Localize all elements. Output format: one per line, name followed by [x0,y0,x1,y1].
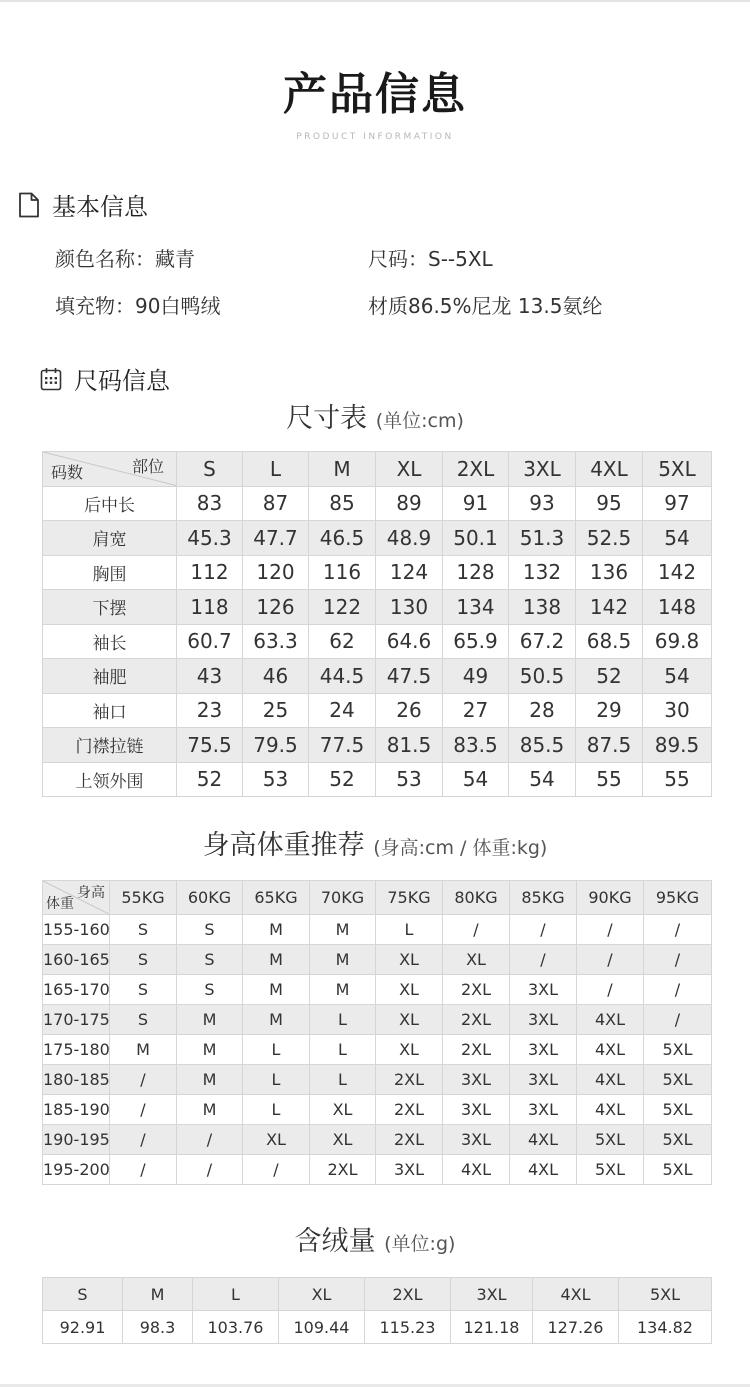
table-row [43,1065,712,1095]
table-cell: XL [243,1125,310,1155]
table-cell: / [644,945,712,975]
table-cell: 87.5 [576,728,643,763]
down-table-unit: (单位:g) [384,1233,456,1255]
table-cell: 54 [509,762,576,797]
table-cell: L [310,1005,376,1035]
table-cell: 4XL [510,1125,577,1155]
calendar-icon [40,367,62,391]
table-cell: 54 [443,762,509,797]
column-header: 60KG [177,881,243,915]
table-cell: 134 [443,590,509,625]
table-cell: 142 [576,590,643,625]
table-cell: 91 [443,486,509,521]
row-label: 185-190 [43,1095,110,1125]
table-cell: / [644,975,712,1005]
table-cell: 3XL [510,1035,577,1065]
table-cell: 2XL [376,1095,443,1125]
table-row [43,624,712,659]
table-cell: S [110,975,177,1005]
column-header: M [123,1278,193,1311]
color-name: 颜色名称：藏青 [55,247,195,271]
table-cell: / [243,1155,310,1185]
row-label: 170-175 [43,1005,110,1035]
table-cell: S [110,915,177,945]
table-cell: 126 [243,590,309,625]
table-cell: M [310,915,376,945]
table-cell: L [376,915,443,945]
table-cell: 109.44 [279,1311,365,1344]
table-cell: 5XL [577,1125,644,1155]
table-row [43,486,712,521]
table-cell: / [577,945,644,975]
table-cell: 65.9 [443,624,509,659]
table-cell: 27 [443,693,509,728]
table-cell: 50.1 [443,521,509,556]
table-cell: 3XL [443,1095,510,1125]
table-cell: 112 [177,555,243,590]
table-cell: 48.9 [376,521,443,556]
table-row [43,1005,712,1035]
table-cell: 5XL [577,1155,644,1185]
table-cell: 93 [509,486,576,521]
table-cell: 122 [309,590,376,625]
table-cell: 130 [376,590,443,625]
table-cell: 2XL [376,1125,443,1155]
table-row [43,555,712,590]
table-cell: 50.5 [509,659,576,694]
table-cell: M [243,915,310,945]
size-table-title: 尺寸表 (单位:cm) [286,403,464,434]
column-header: L [243,452,309,487]
table-cell: 98.3 [123,1311,193,1344]
table-cell: 60.7 [177,624,243,659]
table-cell: M [177,1065,243,1095]
table-cell: / [110,1095,177,1125]
column-header: 2XL [443,452,509,487]
column-header: L [193,1278,279,1311]
table-cell: 24 [309,693,376,728]
table-cell: / [510,915,577,945]
column-header: 55KG [110,881,177,915]
column-header: XL [279,1278,365,1311]
table-cell: / [177,1125,243,1155]
table-cell: 63.3 [243,624,309,659]
top-divider [0,0,750,2]
row-label: 袖长 [43,624,177,659]
table-cell: 29 [576,693,643,728]
corner-label-top: 身高 [77,885,105,901]
table-cell: S [177,945,243,975]
column-header: 5XL [643,452,712,487]
size-range: 尺码：S--5XL [368,247,493,271]
table-cell: 83 [177,486,243,521]
table-cell: 142 [643,555,712,590]
table-cell: M [243,945,310,975]
row-label: 下摆 [43,590,177,625]
table-row [43,1311,712,1344]
column-header: S [43,1278,123,1311]
table-cell: 4XL [577,1095,644,1125]
table-row [43,1155,712,1185]
table-cell: 45.3 [177,521,243,556]
table-cell: 85 [309,486,376,521]
table-cell: 148 [643,590,712,625]
table-cell: 138 [509,590,576,625]
table-cell: S [177,975,243,1005]
basic-info-heading [18,187,148,222]
material: 材质86.5%尼龙 13.5氨纶 [368,294,603,318]
corner-label-top: 部位 [131,457,164,476]
row-label: 上领外围 [43,762,177,797]
column-header: M [309,452,376,487]
table-cell: 4XL [577,1005,644,1035]
column-header: 3XL [509,452,576,487]
table-cell: 52 [177,762,243,797]
table-cell: 3XL [510,1095,577,1125]
basic-info-title: 基本信息 [52,193,148,221]
row-label: 肩宽 [43,521,177,556]
table-cell: 128 [443,555,509,590]
table-cell: 116 [309,555,376,590]
table-cell: 132 [509,555,576,590]
table-cell: M [110,1035,177,1065]
table-cell: 67.2 [509,624,576,659]
recommend-table-corner [43,881,110,915]
column-header: 85KG [510,881,577,915]
table-cell: XL [376,1005,443,1035]
row-label: 195-200 [43,1155,110,1185]
table-cell: 51.3 [509,521,576,556]
table-cell: 97 [643,486,712,521]
table-cell: 44.5 [309,659,376,694]
table-row [43,975,712,1005]
size-info-heading [40,361,170,396]
column-header: 70KG [310,881,376,915]
table-cell: L [310,1035,376,1065]
rec-table-title: 身高体重推荐 (身高:cm / 体重:kg) [202,830,548,861]
table-cell: XL [310,1125,376,1155]
column-header: 5XL [619,1278,712,1311]
table-cell: 46.5 [309,521,376,556]
table-cell: 127.26 [533,1311,619,1344]
down-table-title: 含绒量 (单位:g) [294,1226,456,1257]
table-cell: 83.5 [443,728,509,763]
table-cell: 52 [576,659,643,694]
table-cell: XL [443,945,510,975]
document-icon [18,192,40,218]
size-table-corner [43,452,177,487]
table-cell: 85.5 [509,728,576,763]
column-header: 75KG [376,881,443,915]
table-cell: M [177,1095,243,1125]
table-cell: 87 [243,486,309,521]
table-cell: / [644,915,712,945]
table-cell: 121.18 [451,1311,533,1344]
table-cell: / [110,1065,177,1095]
table-cell: 3XL [443,1065,510,1095]
row-label: 155-160 [43,915,110,945]
table-cell: / [577,915,644,945]
table-cell: 5XL [644,1095,712,1125]
table-cell: 81.5 [376,728,443,763]
column-header: 4XL [576,452,643,487]
column-header: S [177,452,243,487]
table-cell: 53 [376,762,443,797]
down-content-table [42,1277,712,1344]
table-row [43,728,712,763]
table-row [43,762,712,797]
table-row [43,915,712,945]
table-cell: 2XL [376,1065,443,1095]
column-header: 80KG [443,881,510,915]
table-cell: 25 [243,693,309,728]
table-cell: / [644,1005,712,1035]
table-row [43,945,712,975]
recommend-table [42,880,712,1185]
table-cell: 46 [243,659,309,694]
table-cell: XL [376,1035,443,1065]
table-row [43,1125,712,1155]
table-cell: 5XL [644,1125,712,1155]
table-cell: 134.82 [619,1311,712,1344]
table-cell: M [310,945,376,975]
column-header: 65KG [243,881,310,915]
table-cell: 5XL [644,1035,712,1065]
page-title: 产品信息 [283,69,467,120]
table-cell: L [243,1065,310,1095]
table-cell: 4XL [577,1065,644,1095]
table-cell: 2XL [443,1035,510,1065]
corner-label-bottom: 体重 [46,896,74,912]
table-cell: 4XL [577,1035,644,1065]
table-cell: L [243,1035,310,1065]
table-cell: / [443,915,510,945]
column-header: XL [376,452,443,487]
table-cell: L [243,1095,310,1125]
row-label: 门襟拉链 [43,728,177,763]
column-header: 4XL [533,1278,619,1311]
table-cell: / [110,1125,177,1155]
table-cell: 103.76 [193,1311,279,1344]
size-info-title: 尺码信息 [74,367,170,395]
table-row [43,1035,712,1065]
table-cell: M [177,1035,243,1065]
table-cell: 115.23 [365,1311,451,1344]
column-header: 2XL [365,1278,451,1311]
table-cell: 54 [643,521,712,556]
size-table [42,451,712,797]
table-cell: 49 [443,659,509,694]
table-cell: 2XL [310,1155,376,1185]
table-cell: 52 [309,762,376,797]
table-cell: 5XL [644,1155,712,1185]
column-header: 90KG [577,881,644,915]
table-cell: / [110,1155,177,1185]
table-cell: S [177,915,243,945]
table-cell: 68.5 [576,624,643,659]
table-cell: XL [310,1095,376,1125]
table-cell: M [243,975,310,1005]
row-label: 165-170 [43,975,110,1005]
down-table-header-row [43,1278,712,1311]
filling: 填充物：90白鸭绒 [55,294,221,318]
table-cell: 136 [576,555,643,590]
table-cell: 89.5 [643,728,712,763]
table-cell: M [177,1005,243,1035]
table-cell: 120 [243,555,309,590]
table-cell: 92.91 [43,1311,123,1344]
recommend-table-header-row [43,881,712,915]
table-cell: 95 [576,486,643,521]
rec-table-unit: (身高:cm / 体重:kg) [373,837,548,859]
table-cell: 54 [643,659,712,694]
table-cell: 23 [177,693,243,728]
table-cell: 2XL [443,975,510,1005]
table-cell: / [177,1155,243,1185]
size-table-header-row [43,452,712,487]
table-cell: 26 [376,693,443,728]
table-cell: 47.7 [243,521,309,556]
table-cell: 3XL [510,1005,577,1035]
table-cell: 53 [243,762,309,797]
corner-label-bottom: 码数 [51,462,84,482]
table-cell: 89 [376,486,443,521]
table-cell: 3XL [376,1155,443,1185]
table-row [43,590,712,625]
table-cell: 52.5 [576,521,643,556]
table-cell: 55 [643,762,712,797]
table-cell: 28 [509,693,576,728]
table-row [43,521,712,556]
table-cell: 4XL [510,1155,577,1185]
table-row [43,693,712,728]
size-table-unit: (单位:cm) [375,410,464,432]
table-cell: XL [376,975,443,1005]
row-label: 袖肥 [43,659,177,694]
table-cell: 4XL [443,1155,510,1185]
table-cell: 75.5 [177,728,243,763]
row-label: 190-195 [43,1125,110,1155]
table-cell: L [310,1065,376,1095]
table-cell: XL [376,945,443,975]
table-cell: / [577,975,644,1005]
table-cell: 3XL [510,1065,577,1095]
table-cell: S [110,945,177,975]
table-cell: 64.6 [376,624,443,659]
table-cell: 3XL [443,1125,510,1155]
column-header: 3XL [451,1278,533,1311]
table-cell: 79.5 [243,728,309,763]
table-cell: 3XL [510,975,577,1005]
table-cell: 77.5 [309,728,376,763]
column-header: 95KG [644,881,712,915]
table-cell: 55 [576,762,643,797]
table-row [43,659,712,694]
row-label: 180-185 [43,1065,110,1095]
table-cell: 69.8 [643,624,712,659]
row-label: 袖口 [43,693,177,728]
row-label: 胸围 [43,555,177,590]
table-cell: 47.5 [376,659,443,694]
row-label: 175-180 [43,1035,110,1065]
table-cell: M [243,1005,310,1035]
table-cell: 30 [643,693,712,728]
table-cell: 124 [376,555,443,590]
table-cell: / [510,945,577,975]
row-label: 后中长 [43,486,177,521]
table-row [43,1095,712,1125]
table-cell: 118 [177,590,243,625]
table-cell: M [310,975,376,1005]
table-cell: 5XL [644,1065,712,1095]
page-subtitle: PRODUCT INFORMATION [296,132,454,142]
row-label: 160-165 [43,945,110,975]
table-cell: 2XL [443,1005,510,1035]
table-cell: 43 [177,659,243,694]
table-cell: S [110,1005,177,1035]
table-cell: 62 [309,624,376,659]
